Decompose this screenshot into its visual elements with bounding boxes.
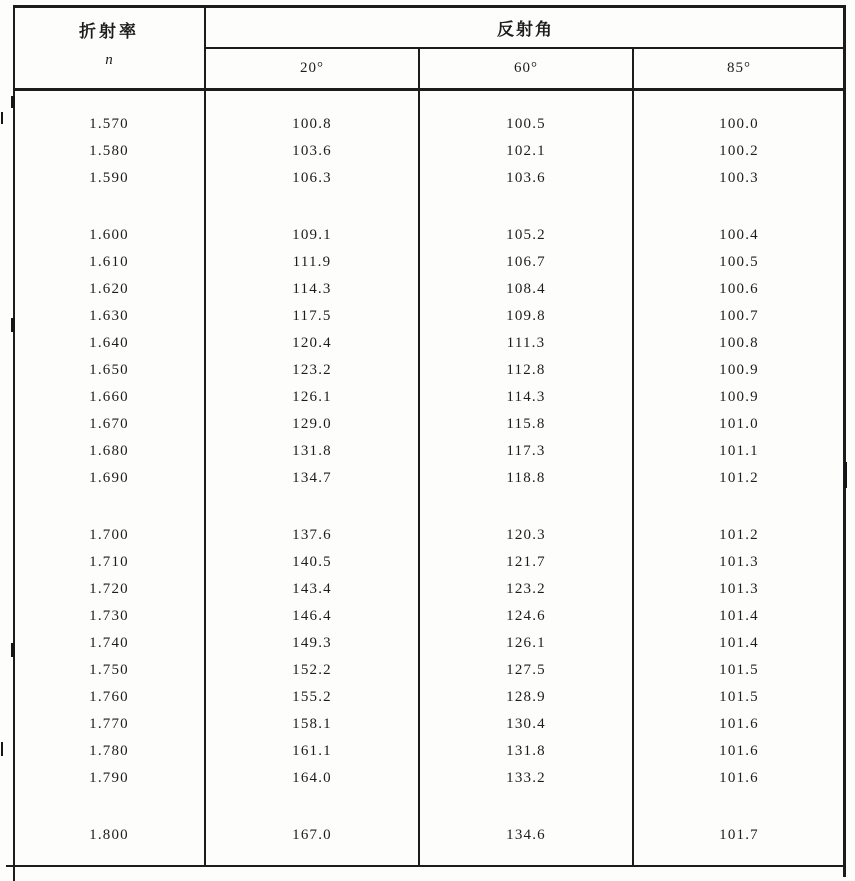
cell: 123.2 bbox=[292, 362, 332, 378]
table-row bbox=[13, 222, 845, 249]
cell: 1.570 bbox=[89, 116, 129, 132]
cell: 100.8 bbox=[719, 335, 759, 351]
table-row bbox=[13, 765, 845, 792]
table-row bbox=[13, 249, 845, 276]
cell: 100.8 bbox=[292, 116, 332, 132]
cell: 134.7 bbox=[292, 470, 332, 486]
cell: 1.700 bbox=[89, 527, 129, 543]
cell: 100.6 bbox=[719, 281, 759, 297]
cell: 111.3 bbox=[506, 335, 546, 351]
row-group bbox=[13, 111, 845, 192]
cell: 111.9 bbox=[292, 254, 332, 270]
cell: 1.790 bbox=[89, 770, 129, 786]
cell: 118.8 bbox=[506, 470, 546, 486]
cell: 123.2 bbox=[506, 581, 546, 597]
table-row bbox=[13, 576, 845, 603]
cell: 1.650 bbox=[89, 362, 129, 378]
cell: 1.770 bbox=[89, 716, 129, 732]
table-row bbox=[13, 522, 845, 549]
table-row bbox=[13, 165, 845, 192]
cell: 101.5 bbox=[719, 689, 759, 705]
table-row bbox=[13, 438, 845, 465]
cell: 1.680 bbox=[89, 443, 129, 459]
cell: 100.5 bbox=[506, 116, 546, 132]
cell: 112.8 bbox=[506, 362, 546, 378]
cell: 129.0 bbox=[292, 416, 332, 432]
cell: 1.690 bbox=[89, 470, 129, 486]
cell: 101.0 bbox=[719, 416, 759, 432]
cell: 1.670 bbox=[89, 416, 129, 432]
cell: 106.7 bbox=[506, 254, 546, 270]
table-border-bottom bbox=[6, 865, 846, 867]
cell: 130.4 bbox=[506, 716, 546, 732]
header-angle-85: 85° bbox=[727, 60, 751, 76]
cell: 102.1 bbox=[506, 143, 546, 159]
table-row bbox=[13, 330, 845, 357]
table-row bbox=[13, 303, 845, 330]
cell: 101.3 bbox=[719, 554, 759, 570]
cell: 1.620 bbox=[89, 281, 129, 297]
cell: 109.1 bbox=[292, 227, 332, 243]
cell: 103.6 bbox=[506, 170, 546, 186]
cell: 1.760 bbox=[89, 689, 129, 705]
cell: 101.5 bbox=[719, 662, 759, 678]
cell: 115.8 bbox=[506, 416, 546, 432]
cell: 117.3 bbox=[506, 443, 546, 459]
scan-artifact bbox=[1, 112, 3, 124]
table-row bbox=[13, 603, 845, 630]
table-row bbox=[13, 276, 845, 303]
cell: 101.4 bbox=[719, 635, 759, 651]
cell: 101.1 bbox=[719, 443, 759, 459]
table-border-top bbox=[13, 5, 846, 8]
cell: 140.5 bbox=[292, 554, 332, 570]
cell: 1.720 bbox=[89, 581, 129, 597]
cell: 101.2 bbox=[719, 527, 759, 543]
cell: 101.7 bbox=[719, 827, 759, 843]
cell: 1.590 bbox=[89, 170, 129, 186]
cell: 121.7 bbox=[506, 554, 546, 570]
cell: 164.0 bbox=[292, 770, 332, 786]
header-reflection-angle: 反射角 bbox=[497, 20, 554, 39]
cell: 127.5 bbox=[506, 662, 546, 678]
table-body bbox=[13, 91, 845, 849]
cell: 1.610 bbox=[89, 254, 129, 270]
cell: 149.3 bbox=[292, 635, 332, 651]
table-row bbox=[13, 549, 845, 576]
cell: 100.4 bbox=[719, 227, 759, 243]
cell: 100.3 bbox=[719, 170, 759, 186]
cell: 103.6 bbox=[292, 143, 332, 159]
table-row bbox=[13, 711, 845, 738]
cell: 124.6 bbox=[506, 608, 546, 624]
cell: 100.9 bbox=[719, 362, 759, 378]
cell: 161.1 bbox=[292, 743, 332, 759]
cell: 101.3 bbox=[719, 581, 759, 597]
row-group bbox=[13, 522, 845, 792]
cell: 100.0 bbox=[719, 116, 759, 132]
cell: 126.1 bbox=[292, 389, 332, 405]
table-row bbox=[13, 465, 845, 492]
cell: 155.2 bbox=[292, 689, 332, 705]
cell: 158.1 bbox=[292, 716, 332, 732]
header-angle-20: 20° bbox=[300, 60, 324, 76]
table-row bbox=[13, 657, 845, 684]
cell: 100.2 bbox=[719, 143, 759, 159]
cell: 1.660 bbox=[89, 389, 129, 405]
cell: 100.5 bbox=[719, 254, 759, 270]
cell: 1.730 bbox=[89, 608, 129, 624]
cell: 131.8 bbox=[292, 443, 332, 459]
cell: 120.4 bbox=[292, 335, 332, 351]
table-row bbox=[13, 822, 845, 849]
cell: 1.580 bbox=[89, 143, 129, 159]
cell: 134.6 bbox=[506, 827, 546, 843]
cell: 1.740 bbox=[89, 635, 129, 651]
cell: 133.2 bbox=[506, 770, 546, 786]
cell: 117.5 bbox=[292, 308, 332, 324]
cell: 101.6 bbox=[719, 743, 759, 759]
cell: 1.750 bbox=[89, 662, 129, 678]
table-row bbox=[13, 630, 845, 657]
cell: 143.4 bbox=[292, 581, 332, 597]
table-row bbox=[13, 384, 845, 411]
cell: 1.630 bbox=[89, 308, 129, 324]
cell: 1.640 bbox=[89, 335, 129, 351]
cell: 101.4 bbox=[719, 608, 759, 624]
cell: 100.9 bbox=[719, 389, 759, 405]
cell: 1.600 bbox=[89, 227, 129, 243]
cell: 167.0 bbox=[292, 827, 332, 843]
cell: 120.3 bbox=[506, 527, 546, 543]
cell: 114.3 bbox=[292, 281, 332, 297]
cell: 146.4 bbox=[292, 608, 332, 624]
table-row bbox=[13, 357, 845, 384]
cell: 1.780 bbox=[89, 743, 129, 759]
cell: 152.2 bbox=[292, 662, 332, 678]
cell: 101.6 bbox=[719, 770, 759, 786]
table-row bbox=[13, 111, 845, 138]
scan-artifact bbox=[1, 742, 3, 756]
cell: 128.9 bbox=[506, 689, 546, 705]
header-refractive-index: 折射率 bbox=[79, 22, 139, 41]
cell: 108.4 bbox=[506, 281, 546, 297]
cell: 106.3 bbox=[292, 170, 332, 186]
row-group bbox=[13, 222, 845, 492]
table-row bbox=[13, 684, 845, 711]
header-angle-60: 60° bbox=[514, 60, 538, 76]
table-row bbox=[13, 411, 845, 438]
cell: 114.3 bbox=[506, 389, 546, 405]
cell: 101.6 bbox=[719, 716, 759, 732]
cell: 1.800 bbox=[89, 827, 129, 843]
cell: 101.2 bbox=[719, 470, 759, 486]
cell: 126.1 bbox=[506, 635, 546, 651]
header-refractive-index-symbol: n bbox=[105, 52, 113, 68]
table-row bbox=[13, 138, 845, 165]
cell: 105.2 bbox=[506, 227, 546, 243]
cell: 131.8 bbox=[506, 743, 546, 759]
cell: 1.710 bbox=[89, 554, 129, 570]
cell: 137.6 bbox=[292, 527, 332, 543]
row-group bbox=[13, 822, 845, 849]
cell: 109.8 bbox=[506, 308, 546, 324]
subheader-rule bbox=[205, 47, 846, 49]
cell: 100.7 bbox=[719, 308, 759, 324]
table-row bbox=[13, 738, 845, 765]
